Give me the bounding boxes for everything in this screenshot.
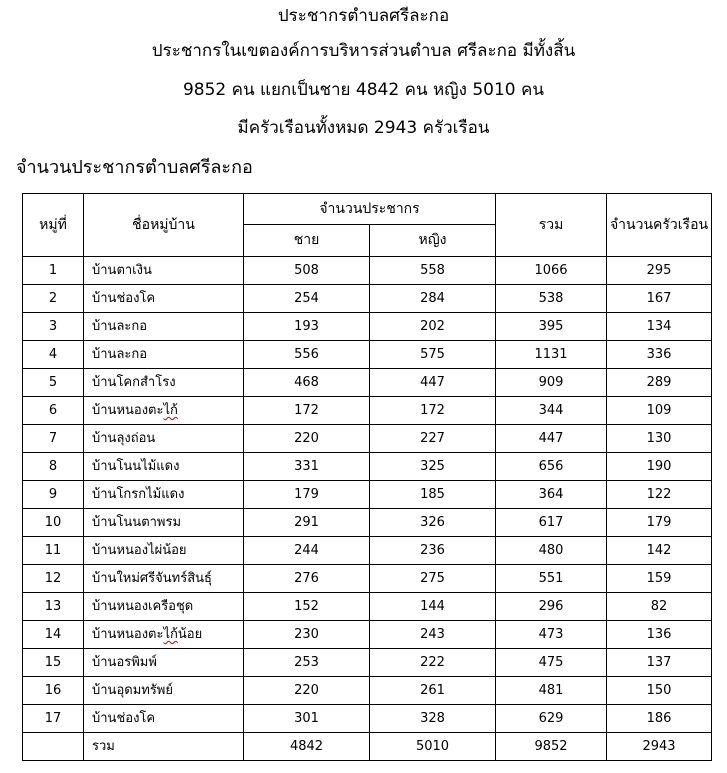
cell-moo: 3 (23, 313, 84, 341)
cell-village-name: บ้านใหม่ศรีจันทร์สินธุ์ (84, 565, 244, 593)
table-header-row (23, 194, 712, 225)
cell-total: 656 (496, 453, 607, 481)
cell-households: 179 (607, 509, 712, 537)
cell-female: 261 (370, 677, 496, 705)
header-line-3: 9852 คน แยกเป็นชาย 4842 คน หญิง 5010 คน (182, 80, 545, 100)
cell-female: 447 (370, 369, 496, 397)
cell-households: 122 (607, 481, 712, 509)
cell-total: 395 (496, 313, 607, 341)
cell-moo: 8 (23, 453, 84, 481)
cell-total: 1066 (496, 257, 607, 285)
header-households: จำนวนครัวเรือน (607, 194, 712, 257)
cell-moo: 14 (23, 621, 84, 649)
header-line-2: ประชากรในเขตองค์การบริหารส่วนตำบล ศรีละกอ มีทั้งสิ้น (151, 41, 576, 61)
cell-male: 244 (244, 537, 370, 565)
cell-village-name: บ้านอุดมทรัพย์ (84, 677, 244, 705)
cell-total: 475 (496, 649, 607, 677)
table-row (23, 453, 712, 481)
cell-total: 617 (496, 509, 607, 537)
cell-households: 142 (607, 537, 712, 565)
cell-village-name: บ้านละกอ (84, 341, 244, 369)
cell-female: 326 (370, 509, 496, 537)
cell-male: 193 (244, 313, 370, 341)
table-row (23, 257, 712, 285)
header-population: จำนวนประชากร (244, 194, 496, 225)
cell-moo: 6 (23, 397, 84, 425)
cell-village-name: บ้านโกรกไม้แดง (84, 481, 244, 509)
header-total: รวม (496, 194, 607, 257)
cell-male: 468 (244, 369, 370, 397)
cell-male: 230 (244, 621, 370, 649)
population-table (22, 193, 712, 761)
table-row (23, 313, 712, 341)
cell-female: 144 (370, 593, 496, 621)
cell-total: 629 (496, 705, 607, 733)
header-line-4: มีครัวเรือนทั้งหมด 2943 ครัวเรือน (237, 118, 490, 138)
summary-row (23, 733, 712, 761)
cell-households: 336 (607, 341, 712, 369)
cell-male: 179 (244, 481, 370, 509)
cell-village-name: บ้านอรพิมพ์ (84, 649, 244, 677)
cell-female: 325 (370, 453, 496, 481)
cell-female: 328 (370, 705, 496, 733)
summary-total: 9852 (496, 733, 607, 761)
cell-female: 202 (370, 313, 496, 341)
cell-village-name: บ้านโนนตาพรม (84, 509, 244, 537)
header-male: ชาย (244, 225, 370, 257)
cell-male: 276 (244, 565, 370, 593)
cell-total: 296 (496, 593, 607, 621)
cell-village-name: บ้านหนองตะไก้น้อย (84, 621, 244, 649)
cell-female: 222 (370, 649, 496, 677)
table-body (23, 257, 712, 733)
cell-female: 284 (370, 285, 496, 313)
header-moo: หมู่ที่ (23, 194, 84, 257)
cell-moo: 11 (23, 537, 84, 565)
cell-moo: 12 (23, 565, 84, 593)
cell-village-name: บ้านช่องโค (84, 285, 244, 313)
cell-households: 82 (607, 593, 712, 621)
cell-moo: 17 (23, 705, 84, 733)
cell-households: 159 (607, 565, 712, 593)
cell-male: 152 (244, 593, 370, 621)
summary-label: รวม (84, 733, 244, 761)
cell-male: 331 (244, 453, 370, 481)
cell-total: 1131 (496, 341, 607, 369)
cell-male: 253 (244, 649, 370, 677)
cell-households: 134 (607, 313, 712, 341)
table-row (23, 649, 712, 677)
cell-total: 538 (496, 285, 607, 313)
section-title: จำนวนประชากรตำบลศรีละกอ (16, 157, 253, 178)
cell-female: 575 (370, 341, 496, 369)
cell-village-name: บ้านหนองไผ่น้อย (84, 537, 244, 565)
cell-households: 167 (607, 285, 712, 313)
cell-male: 220 (244, 425, 370, 453)
cell-female: 558 (370, 257, 496, 285)
cell-village-name: บ้านโคกสำโรง (84, 369, 244, 397)
table-row (23, 593, 712, 621)
table-row (23, 705, 712, 733)
cell-moo: 5 (23, 369, 84, 397)
cell-total: 473 (496, 621, 607, 649)
cell-moo: 7 (23, 425, 84, 453)
cell-female: 243 (370, 621, 496, 649)
cell-village-name: บ้านหนองตะไก้ (84, 397, 244, 425)
cell-male: 301 (244, 705, 370, 733)
cell-total: 909 (496, 369, 607, 397)
cell-total: 481 (496, 677, 607, 705)
cell-male: 556 (244, 341, 370, 369)
table-row (23, 397, 712, 425)
cell-households: 136 (607, 621, 712, 649)
cell-moo: 10 (23, 509, 84, 537)
cell-male: 254 (244, 285, 370, 313)
cell-total: 364 (496, 481, 607, 509)
header-female: หญิง (370, 225, 496, 257)
cell-male: 291 (244, 509, 370, 537)
cell-households: 186 (607, 705, 712, 733)
cell-village-name: บ้านหนองเครือชุด (84, 593, 244, 621)
cell-moo: 13 (23, 593, 84, 621)
summary-moo (23, 733, 84, 761)
cell-moo: 2 (23, 285, 84, 313)
summary-female: 5010 (370, 733, 496, 761)
table-row (23, 677, 712, 705)
cell-village-name: บ้านตาเงิน (84, 257, 244, 285)
cell-households: 130 (607, 425, 712, 453)
cell-households: 289 (607, 369, 712, 397)
cell-female: 227 (370, 425, 496, 453)
header-village-name: ชื่อหมู่บ้าน (84, 194, 244, 257)
table-row (23, 565, 712, 593)
summary-male: 4842 (244, 733, 370, 761)
cell-village-name: บ้านโนนไม้แดง (84, 453, 244, 481)
cell-moo: 9 (23, 481, 84, 509)
cell-female: 275 (370, 565, 496, 593)
cell-households: 295 (607, 257, 712, 285)
cell-households: 150 (607, 677, 712, 705)
cell-female: 185 (370, 481, 496, 509)
cell-male: 172 (244, 397, 370, 425)
cell-total: 551 (496, 565, 607, 593)
header-line-1: ประชากรตำบลศรีละกอ (277, 6, 450, 26)
table-row (23, 481, 712, 509)
cell-village-name: บ้านช่องโค (84, 705, 244, 733)
table-row (23, 621, 712, 649)
cell-moo: 1 (23, 257, 84, 285)
cell-female: 236 (370, 537, 496, 565)
cell-male: 220 (244, 677, 370, 705)
cell-households: 190 (607, 453, 712, 481)
cell-total: 447 (496, 425, 607, 453)
cell-female: 172 (370, 397, 496, 425)
cell-moo: 16 (23, 677, 84, 705)
summary-households: 2943 (607, 733, 712, 761)
table-row (23, 341, 712, 369)
table-row (23, 509, 712, 537)
cell-male: 508 (244, 257, 370, 285)
cell-moo: 4 (23, 341, 84, 369)
table-row (23, 537, 712, 565)
cell-total: 480 (496, 537, 607, 565)
cell-moo: 15 (23, 649, 84, 677)
cell-households: 137 (607, 649, 712, 677)
table-row (23, 425, 712, 453)
cell-total: 344 (496, 397, 607, 425)
cell-households: 109 (607, 397, 712, 425)
table-row (23, 285, 712, 313)
cell-village-name: บ้านลุงถ่อน (84, 425, 244, 453)
cell-village-name: บ้านละกอ (84, 313, 244, 341)
table-row (23, 369, 712, 397)
